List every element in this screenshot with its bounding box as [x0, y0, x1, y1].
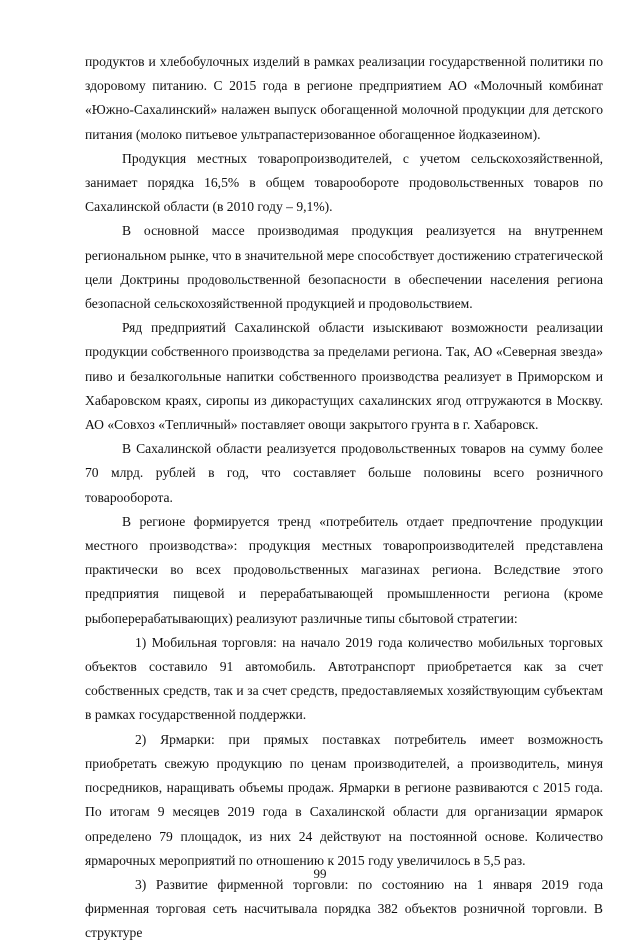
paragraph-consumer-trend: В регионе формируется тренд «потребитель отдает предпочтение продукции местного производства»: продукция местных товаропроизводителей представлена практически во всех продовольственных магазинах региона. Вследствие этого предприятия пищевой и перерабатывающей промышленности региона (кроме рыбоперерабатывающих) реализуют различные типы сбытовой стратегии: — [85, 513, 603, 626]
paragraph-intro: продуктов и хлебобулочных изделий в рамках реализации государственной политики по здоровому питанию. С 2015 года в регионе предприятием АО «Молочный комбинат «Южно-Сахалинский» налажен выпуск обогащенной молочной продукции для детского питания (молоко питьевое ультрапастеризованное обогащенное йодказеином). — [85, 54, 603, 142]
page-number: 99 — [313, 866, 327, 881]
paragraph-export-outside-region: Ряд предприятий Сахалинской области изыскивают возможности реализации продукции собственного производства за пределами региона. Так, АО «Северная звезда» пиво и безалкогольные напитки собственного производства реализует в Приморском и Хабаровском краях, сиропы из дикорастущих сахалинских ягод отгружаются в Москву. АО «Совхоз «Тепличный» поставляет овощи закрытого грунта в г. Хабаровск. — [85, 320, 603, 433]
list-item-fairs: 2) Ярмарки: при прямых поставках потребитель имеет возможность приобретать свежую продукцию по ценам производителей, а производитель, минуя посредников, наращивать объемы продаж. Ярмарки в регионе развиваются с 2015 года. По итогам 9 месяцев 2019 года в Сахалинской области для организации ярмарок определено 79 площадок, из них 24 действуют на постоянной основе. Количество ярмарочных мероприятий по отношению к 2015 году увеличилось в 5,5 раз. — [85, 731, 603, 868]
list-item-brand-trade: 3) Развитие фирменной торговли: по состоянию на 1 января 2019 года фирменная торговая сеть насчитывала порядка 382 объектов розничной торговли. В структуре — [85, 876, 603, 941]
paragraph-local-production-share: Продукция местных товаропроизводителей, с учетом сельскохозяйственной, занимает порядка 16,5% в общем товарообороте продовольственных товаров по Сахалинской области (в 2010 году – 9,1%). — [85, 150, 603, 215]
document-page — [85, 50, 603, 946]
paragraph-internal-market: В основной массе производимая продукция реализуется на внутреннем региональном рынке, что в значительной мере способствует достижению стратегической цели Доктрины продовольственной безопасности в обеспечении населения региона безопасной сельскохозяйственной продукцией и продовольствием. — [85, 223, 603, 312]
list-item-mobile-trade: 1) Мобильная торговля: на начало 2019 года количество мобильных торговых объектов составило 91 автомобиль. Автотранспорт приобретается как за счет собственных средств, так и за счет средств, предоставляемых хозяйствующим субъектам в рамках государственной поддержки. — [85, 634, 603, 723]
paragraph-food-turnover: В Сахалинской области реализуется продовольственных товаров на сумму более 70 млрд. рублей в год, что составляет больше половины всего розничного товарооборота. — [85, 441, 603, 505]
